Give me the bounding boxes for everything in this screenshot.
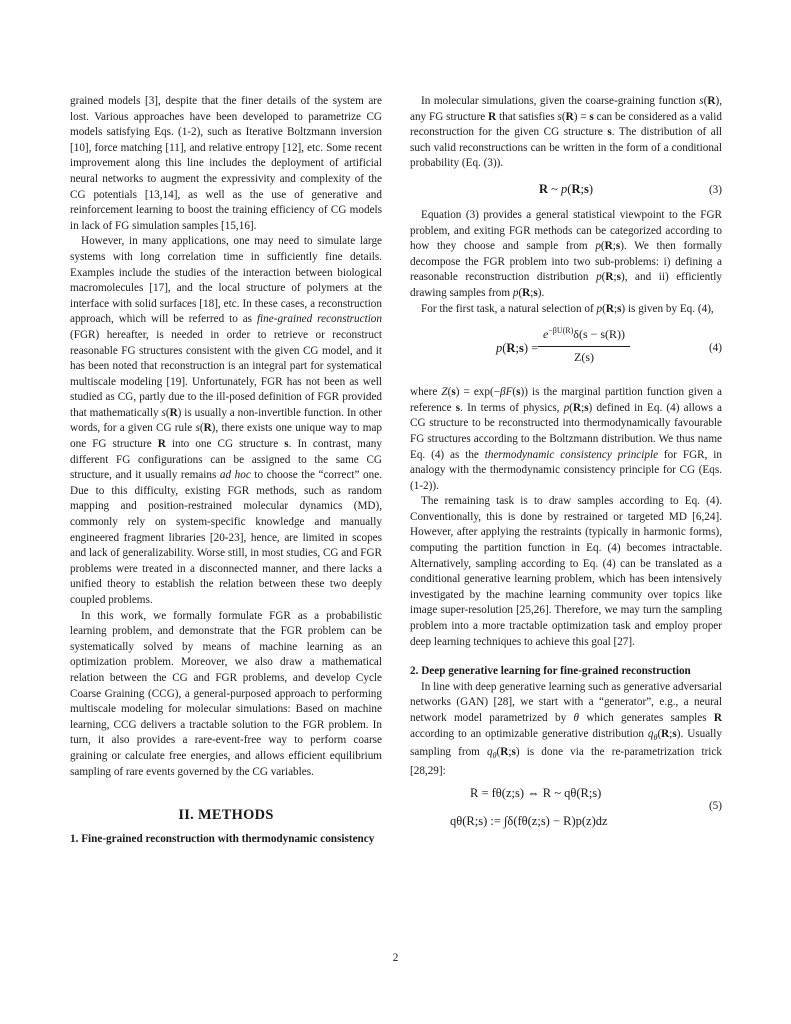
paragraph: Equation (3) provides a general statistical viewpoint to the FGR problem, and exiting FGR methods can be categorized according to how they choose and sample from p(R;s). We then formally decompose the FGR problem into two sub-problems: i) defining a reasonable reconstruction distribution p(R;s), and ii) efficiently drawing samples from p(R;s).: [410, 208, 723, 299]
equation-3: R ~ p(R;s) (3): [410, 178, 722, 204]
paragraph: The remaining task is to draw samples according to Eq. (4). Conventionally, this is done by restrained or targeted MD [6,24]. However, after applying the restraints (typically in harmonic forms), computing the partition function in Eq. (4) becomes intractable. Alternatively, sampling according to Eq. (4) can be translated as a conditional generative learning problem, which has been intensively investigated by the machine learning community over topics like image super-resolution [25,26]. Therefore, we may turn the sampling problem into a more tractable optimization task and employ proper deep learning techniques to achieve this goal [27].: [410, 495, 722, 648]
left-column: [70, 94, 382, 847]
right-column: [410, 94, 722, 840]
paragraph: In molecular simulations, given the coarse-graining function s(R), any FG structure R that satisfies s(R) = s can be considered as a valid reconstruction for the given CG structure s. The distribution of all such valid reconstructions can be written in the form of a conditional probability (Eq. (3)).: [410, 95, 722, 170]
equation-number: (4): [708, 342, 722, 355]
equation-5-line-1: R = fθ(z;s) ⇔ R ~ qθ(R;s): [470, 785, 602, 800]
paragraph: grained models [3], despite that the finer details of the system are lost. Various approaches have been developed to parametrize CG models satisfying Eqs. (1-2), such as Iterative Boltzmann inversion [10], force matching [11], and relative entropy [12], etc. Some recent improvement along this line includes the deployment of artificial neural networks to augment the expressivity and complexity of the CG potentials [13,14], as well as the use of generative and reinforcement learning to boost the training efficiency of CG models in lack of FG simulation samples [15,16].: [70, 95, 382, 232]
equation-5-line-2: qθ(R;s) := ∫δ(fθ(z;s) − R)p(z)dz: [450, 813, 608, 828]
paragraph: For the first task, a natural selection of p(R;s) is given by Eq. (4),: [421, 302, 714, 315]
paragraph: In line with deep generative learning such as generative adversarial networks (GAN) [28], we start with a “generator”, e.g., a neural network model parametrized by θ which generates samples R according to an optimizable generative distribution $q_\theta(R;s)$. Usually sampling from $q_\theta(R;s)$ is done via the re-parametrization trick [28,29]:: [410, 680, 723, 778]
equation-number: (5): [708, 799, 722, 812]
equation-4: p(R;s) = $\frac{e^{-\beta U(R)}\delta(s - s(R))}{Z(s)}$ (4): [410, 321, 722, 381]
subsection-heading: 2. Deep generative learning for fine-grained reconstruction: [410, 665, 691, 678]
equation-5: [410, 786, 722, 840]
paragraph: where Z(s) = exp(−βF(s)) is the marginal partition function given a reference s. In terms of physics, p(R;s) defined in Eq. (4) allows a CG structure to be reconstructed into thermodynamically favourable FG structures according to the Boltzmann distribution. We thus name Eq. (4) as the thermodynamic consistency principle for FGR, in analogy with the thermodynamic consistency principle for CG (Eqs. (1-2)).: [410, 386, 722, 492]
paragraph: However, in many applications, one may need to simulate large systems with long correlation time in sufficiently fine details. Examples include the studies of the interaction between biological macromolecules [17], and the local structure of polymers at the interface with solid surfaces [18], etc. In these cases, a reconstruction approach, which will be referred to as fine-grained reconstruction (FGR) hereafter, is needed in order to retrieve or reconstruct reasonable FG structures consistent with the given CG model, and it has been noted that reconstruction is an integral part for systematical multiscale modeling [19]. Unfortunately, FGR has not been as well studied as CG, partly due to the ill-posed definition of FGR provided that mathematically s(R) is usually a non-invertible function. In other words, for a given CG rule s(R), there exists one unique way to map one FG structure R into one CG structure s. In contrast, many different FG configurations can be assigned to the same CG structure, and it usually remains ad hoc to choose the “correct” one. Due to this difficulty, existing FGR methods, such as random mapping and position-restrained molecular dynamics (MD), commonly rely on system-specific knowledge and manually engineered fragment libraries [20-23], hence, are limited in scopes and lack of generalizability. Worse still, in most studies, CG and FGR problems were treated in a disconnected manner, and there lacks a unified theory to establish the relation between these two deeply coupled problems.: [70, 235, 382, 606]
equation-number: (3): [708, 183, 722, 196]
paragraph: In this work, we formally formulate FGR as a probabilistic learning problem, and demonstrate that the FGR problem can be systematically solved by means of machine learning as an optimization problem. Moreover, we also draw a mathematical relation between the CG and FGR problems, and develop Cycle Coarse Graining (CCG), a general-purposed approach to performing multiscale modeling for molecular simulations: Based on machine learning, CCG delivers a tractable solution to the FGR problem. In turn, it also provides a rare-event-free way to perform coarse graining or calculate free energies, and allows efficient equilibrium sampling of rare events governed by the CG variables.: [70, 609, 382, 778]
page-number: 2: [392, 952, 399, 964]
section-heading: II. METHODS: [178, 807, 274, 824]
subsection-heading: 1. Fine-grained reconstruction with thermodynamic consistency: [70, 832, 375, 845]
